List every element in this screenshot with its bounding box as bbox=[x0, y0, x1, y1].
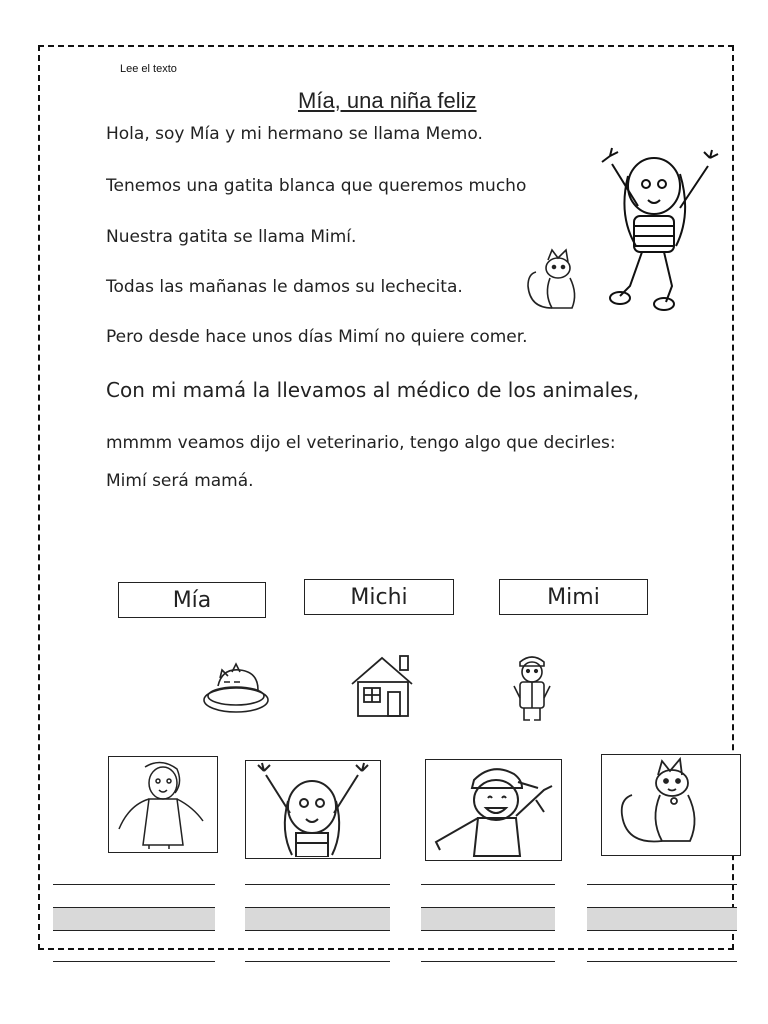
mother-picture bbox=[108, 756, 218, 853]
writing-line bbox=[421, 961, 555, 962]
writing-line bbox=[421, 884, 555, 885]
small-cat-illustration bbox=[518, 246, 590, 316]
page-title: Mía, una niña feliz bbox=[298, 88, 477, 113]
writing-line bbox=[245, 961, 390, 962]
writing-band bbox=[587, 907, 737, 931]
story-line-7: mmmm veamos dijo el veterinario, tengo algo que decirles: bbox=[106, 433, 616, 453]
writing-band bbox=[421, 907, 555, 931]
story-line-5: Pero desde hace unos días Mimí no quiere comer. bbox=[106, 327, 528, 347]
writing-line bbox=[587, 884, 737, 885]
doctor-icon bbox=[510, 650, 554, 724]
word-box-mimi: Mimi bbox=[499, 579, 648, 615]
girl-picture bbox=[245, 760, 381, 859]
writing-band bbox=[53, 907, 215, 931]
word-box-mia: Mía bbox=[118, 582, 266, 618]
story-line-3: Nuestra gatita se llama Mimí. bbox=[106, 227, 357, 247]
cat-picture bbox=[601, 754, 741, 856]
house-icon bbox=[348, 652, 420, 720]
story-line-4: Todas las mañanas le damos su lechecita. bbox=[106, 277, 463, 297]
instruction-text: Lee el texto bbox=[120, 63, 177, 75]
boy-picture bbox=[425, 759, 562, 861]
writing-line bbox=[245, 884, 390, 885]
jumping-girl-illustration bbox=[590, 146, 725, 311]
story-line-6: Con mi mamá la llevamos al médico de los animales, bbox=[106, 378, 640, 402]
writing-line bbox=[587, 961, 737, 962]
writing-line bbox=[53, 884, 215, 885]
writing-band bbox=[245, 907, 390, 931]
story-line-8: Mimí será mamá. bbox=[106, 471, 254, 491]
story-line-1: Hola, soy Mía y mi hermano se llama Memo. bbox=[106, 124, 483, 144]
writing-line bbox=[53, 961, 215, 962]
word-box-michi: Michi bbox=[304, 579, 454, 615]
story-line-2: Tenemos una gatita blanca que queremos mucho bbox=[106, 176, 527, 196]
sleeping-cat-icon bbox=[198, 656, 276, 718]
